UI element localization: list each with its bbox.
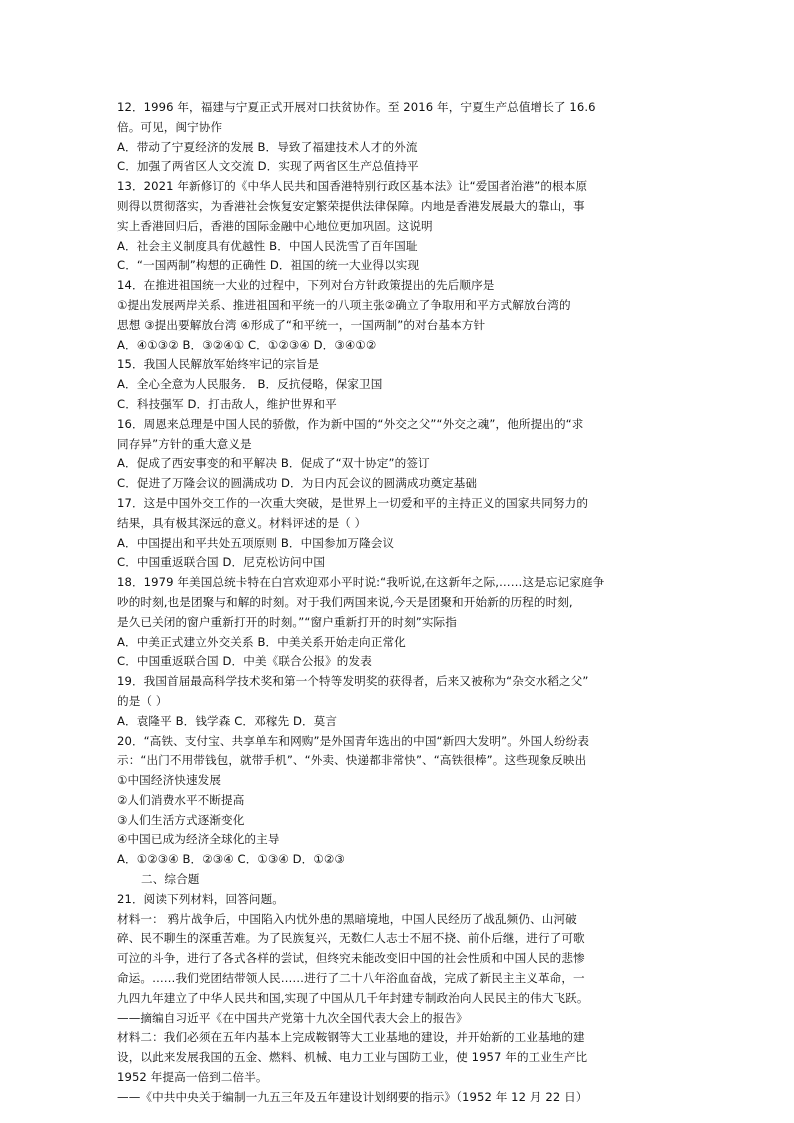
q20-item-3: ③人们生活方式逐渐变化 xyxy=(117,812,245,827)
q18-options-cd: C．中国重返联合国 D．中美《联合公报》的发表 xyxy=(117,654,372,669)
q17-options-ab: A．中国提出和平共处五项原则 B．中国参加万隆会议 xyxy=(117,535,395,550)
q15-options-cd: C．科技强军 D．打击敌人，维护世界和平 xyxy=(117,396,337,411)
q20-options: A．①②③④ B．②③④ C．①③④ D．①②③ xyxy=(117,852,345,867)
q20-item-2: ②人们消费水平不断提高 xyxy=(117,792,245,807)
q15-options-ab: A．全心全意为人民服务． B．反抗侵略，保家卫国 xyxy=(117,377,383,392)
q19-line-2: 的是（ ） xyxy=(117,693,168,708)
q17-options-cd: C．中国重返联合国 D．尼克松访问中国 xyxy=(117,555,326,570)
material-1-line-1: 材料一： 鸦片战争后，中国陷入内忧外患的黑暗境地，中国人民经历了战乱频仍、山河破 xyxy=(117,911,577,926)
material-1-line-4: 命运。……我们党团结带领人民……进行了二十八年浴血奋战，完成了新民主主义革命，一 xyxy=(117,971,585,986)
q13-options-cd: C．“一国两制”构想的正确性 D．祖国的统一大业得以实现 xyxy=(117,258,420,273)
exam-page xyxy=(117,98,677,1108)
q14-line-1: 14．在推进祖国统一大业的过程中，下列对台方针政策提出的先后顺序是 xyxy=(117,278,495,293)
q20-item-1: ①中国经济快速发展 xyxy=(117,773,222,788)
q16-line-1: 16．周恩来总理是中国人民的骄傲，作为新中国的“外交之父”“外交之魂”，他所提出的“求 xyxy=(117,416,584,431)
q17-line-1: 17．这是中国外交工作的一次重大突破，是世界上一切爱和平的主持正义的国家共同努力的 xyxy=(117,495,589,510)
q12-line-1: 12．1996 年，福建与宁夏正式开展对口扶贫协作。至 2016 年，宁夏生产总值增长了 16.6 xyxy=(117,100,596,114)
q13-options-ab: A．社会主义制度具有优越性 B．中国人民洗雪了百年国耻 xyxy=(117,238,418,253)
material-2-line-3: 1952 年提高一倍到二倍半。 xyxy=(117,1070,268,1085)
q19-line-1: 19．我国首届最高科学技术奖和第一个特等发明奖的获得者，后来又被称为“杂交水稻之父” xyxy=(117,674,589,689)
q20-line-2: 示：“出门不用带钱包，就带手机”、“外卖、快递都非常快”、“高铁很棒”。这些现象反映出 xyxy=(117,753,587,768)
q19-options: A．袁隆平 B．钱学森 C．邓稼先 D．莫言 xyxy=(117,713,338,728)
material-1-line-3: 可泣的斗争，进行了各式各样的尝试，但终究未能改变旧中国的社会性质和中国人民的悲惨 xyxy=(117,951,585,966)
q12-line-2: 倍。可见，闽宁协作 xyxy=(117,119,223,134)
q12-options-cd: C．加强了两省区人文交流 D．实现了两省区生产总值持平 xyxy=(117,159,419,174)
q18-line-2: 吵的时刻,也是团聚与和解的时刻。对于我们两国来说,今天是团聚和开始新的历程的时刻, xyxy=(117,594,573,609)
q14-line-2: ①提出发展两岸关系、推进祖国和平统一的八项主张②确立了争取用和平方式解放台湾的 xyxy=(117,297,571,312)
q18-line-1: 18．1979 年美国总统卡特在白宫欢迎邓小平时说:“我听说,在这新年之际,……这是忘记家庭争 xyxy=(117,575,605,590)
q20-item-4: ④中国已成为经济全球化的主导 xyxy=(117,832,280,847)
material-2-line-2: 设，以此来发展我国的五金、燃料、机械、电力工业与国防工业，使 1957 年的工业生产比 xyxy=(117,1050,588,1065)
q18-line-3: 是久已关闭的窗户重新打开的时刻。”“窗户重新打开的时刻”实际指 xyxy=(117,614,457,629)
q16-options-cd: C．促进了万隆会议的圆满成功 D．为日内瓦会议的圆满成功奠定基础 xyxy=(117,476,478,491)
q14-options: A．④①③② B．③②④① C．①②③④ D．③④①② xyxy=(117,337,377,352)
material-2-source: ——《中共中央关于编制一九五三年及五年建设计划纲要的指示》（1952 年 12 月 22 日） xyxy=(117,1089,588,1104)
q18-options-ab: A．中美正式建立外交关系 B．中美关系开始走向正常化 xyxy=(117,634,406,649)
q13-line-2: 则得以贯彻落实，为香港社会恢复安定繁荣提供法律保障。内地是香港发展最大的靠山，事 xyxy=(117,198,585,213)
material-2-line-1: 材料二：我们必须在五年内基本上完成鞍钢等大工业基地的建设，并开始新的工业基地的建 xyxy=(117,1030,585,1045)
q16-options-ab: A．促成了西安事变的和平解决 B．促成了“双十协定”的签订 xyxy=(117,456,430,471)
q16-line-2: 同存异”方针的重大意义是 xyxy=(117,436,252,451)
q12-options-ab: A．带动了宁夏经济的发展 B．导致了福建技术人才的外流 xyxy=(117,139,418,154)
q17-line-2: 结果，具有极其深远的意义。材料评述的是（ ） xyxy=(117,515,367,530)
q21-prompt: 21．阅读下列材料，回答问题。 xyxy=(117,891,284,906)
q13-line-3: 实上香港回归后，香港的国际金融中心地位更加巩固。这说明 xyxy=(117,218,433,233)
q20-line-1: 20．“高铁、支付宝、共享单车和网购”是外国青年选出的中国“新四大发明”。外国人纷纷表 xyxy=(117,733,590,748)
material-1-source: ——摘编自习近平《在中国共产党第十九次全国代表大会上的报告》 xyxy=(117,1010,468,1025)
section-heading: 二、综合题 xyxy=(141,872,200,887)
q14-line-3: 思想 ③提出要解放台湾 ④形成了“和平统一，一国两制”的对台基本方针 xyxy=(117,317,486,332)
material-1-line-5: 九四九年建立了中华人民共和国,实现了中国从几千年封建专制政治向人民民主的伟大飞跃。 xyxy=(117,990,589,1005)
q13-line-1: 13．2021 年新修订的《中华人民共和国香港特别行政区基本法》让“爱国者治港”的根本原 xyxy=(117,179,588,194)
material-1-line-2: 碎、民不聊生的深重苦难。为了民族复兴，无数仁人志士不屈不挠、前仆后继，进行了可歌 xyxy=(117,931,585,946)
q15-line-1: 15．我国人民解放军始终牢记的宗旨是 xyxy=(117,357,320,372)
